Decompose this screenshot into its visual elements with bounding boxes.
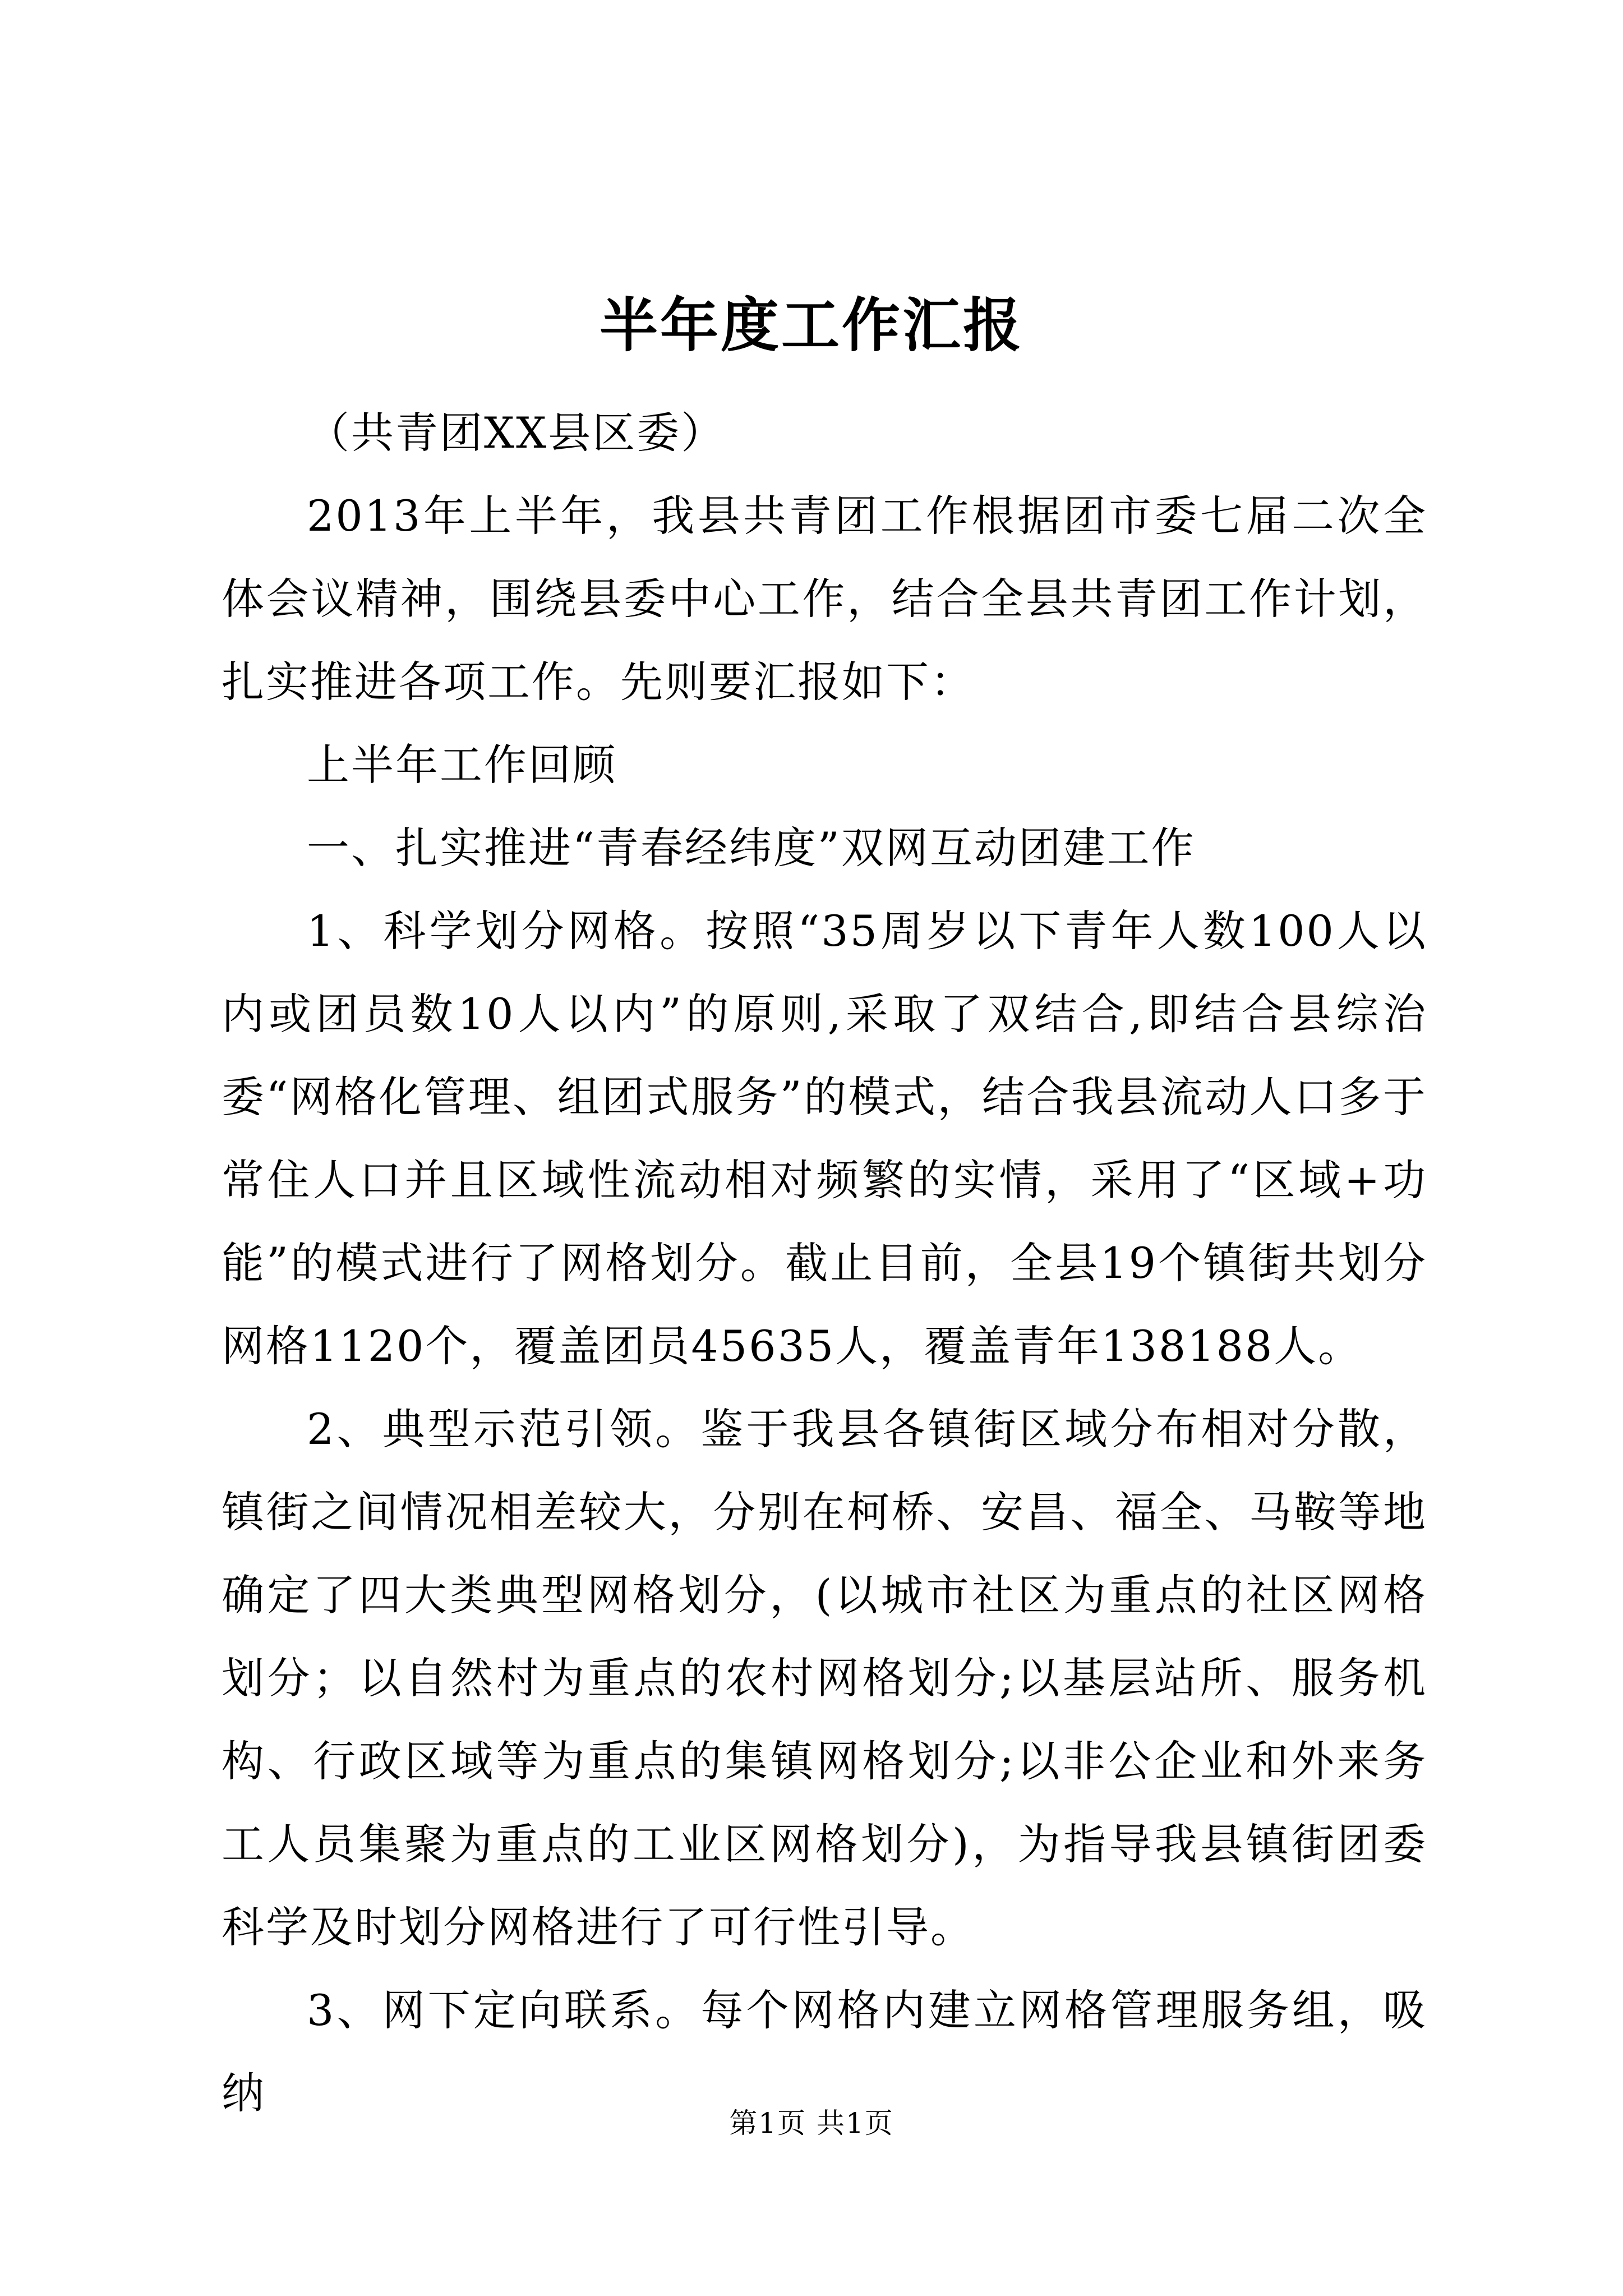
document-title: 半年度工作汇报 xyxy=(599,291,1023,360)
intro-paragraph: 2013年上半年，我县共青团工作根据团市委七届二次全体会议精神，围绕县委中心工作，结合全县共青团工作计划，扎实推进各项工作。先则要汇报如下： xyxy=(222,491,1427,707)
page-footer: 第1页 共1页 xyxy=(729,2107,894,2139)
paragraph-grid-division: 1、科学划分网格。按照“35周岁以下青年人数100人以内或团员数10人以内”的原则,采取了双结合,即结合县综治委“网格化管理、组团式服务”的模式，结合我县流动人口多于常住人口并且区域性流动相对频繁的实情，采用了“区域+功能”的模式进行了网格划分。截止目前，全县19个镇街共划分网格1120个，覆盖团员45635人，覆盖青年138188人。 xyxy=(222,906,1427,1371)
paragraph-demonstration: 2、典型示范引领。鉴于我县各镇街区域分布相对分散，镇街之间情况相差较大，分别在柯桥、安昌、福全、马鞍等地确定了四大类典型网格划分，(以城市社区为重点的社区网格划分；以自然村为重点的农村网格划分;以基层站所、服务机构、行政区域等为重点的集镇网格划分;以非公企业和外来务工人员集聚为重点的工业区网格划分)，为指导我县镇街团委科学及时划分网格进行了可行性引导。 xyxy=(222,1404,1427,1952)
issuer-line: （共青团XX县区委） xyxy=(307,408,726,458)
paragraph-offline-contact: 3、网下定向联系。每个网格内建立网格管理服务组，吸纳 xyxy=(222,1985,1427,2118)
document-body xyxy=(222,392,1427,2135)
subsection-heading: 一、扎实推进“青春经纬度”双网互动团建工作 xyxy=(307,823,1196,873)
section-heading: 上半年工作回顾 xyxy=(307,740,617,790)
